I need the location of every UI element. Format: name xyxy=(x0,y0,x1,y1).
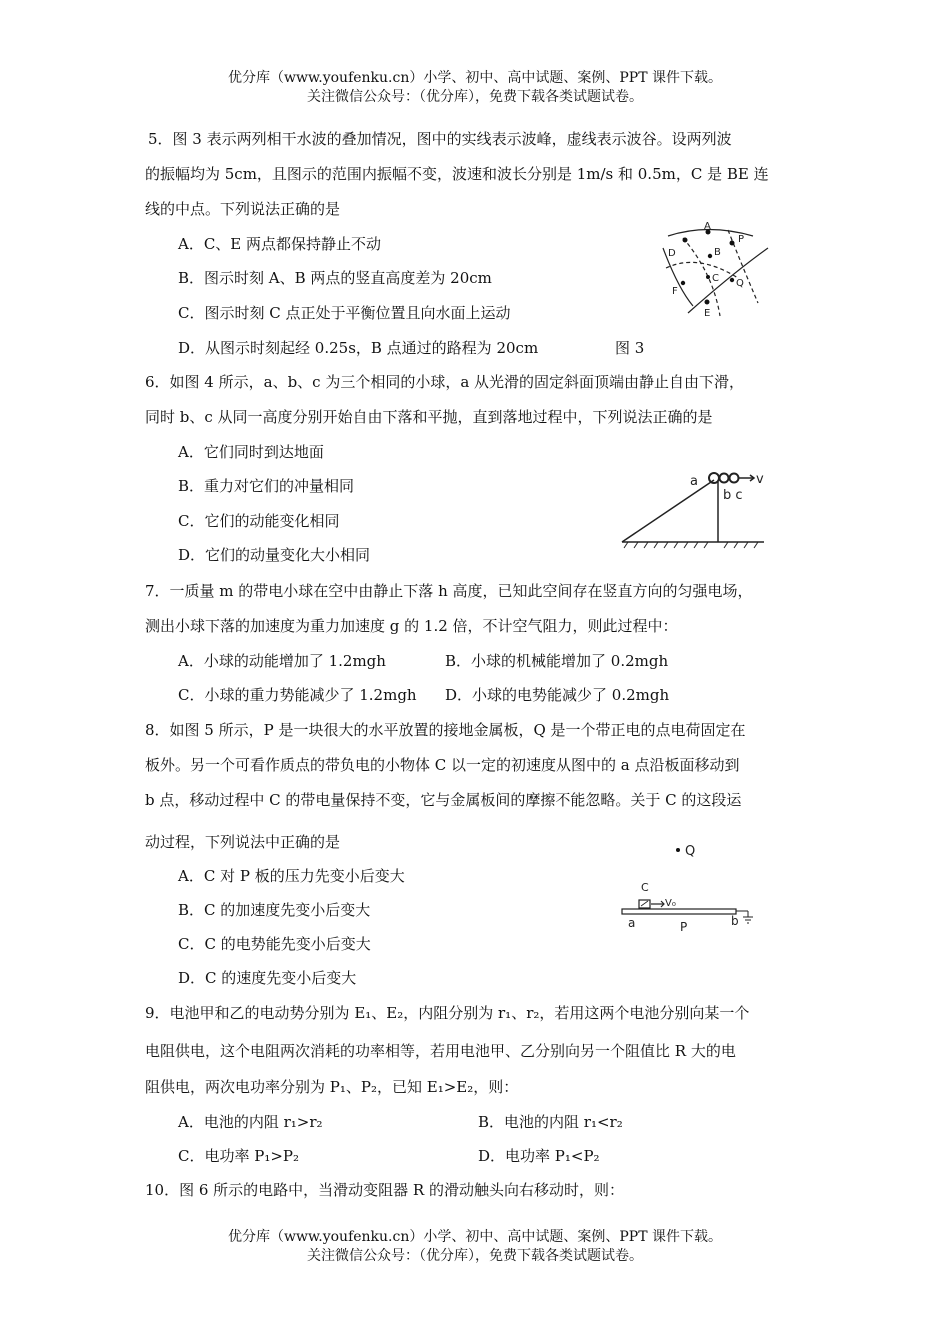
label-q: Q xyxy=(736,278,744,289)
label-bc: b c xyxy=(723,488,743,503)
incline-line xyxy=(622,480,714,542)
q8-stem-line-4: 动过程，下列说法中正确的是 xyxy=(145,833,341,851)
q9-option-a: A．电池的内阻 r₁>r₂ xyxy=(178,1113,323,1131)
label-p: P xyxy=(738,234,745,245)
q9-stem-line-3: 阻供电，两次电功率分别为 P₁、P₂，已知 E₁>E₂，则： xyxy=(145,1078,519,1096)
label-b: B xyxy=(714,247,721,258)
label-q: Q xyxy=(685,844,696,859)
q7-stem-line-1: 7．一质量 m 的带电小球在空中由静止下落 h 高度，已知此空间存在竖直方向的匀强电场， xyxy=(145,582,753,600)
q7-option-c: C．小球的重力势能减少了 1.2mgh xyxy=(178,686,417,704)
q5-option-b: B．图示时刻 A、B 两点的竖直高度差为 20cm xyxy=(178,269,492,287)
q9-option-d: D．电功率 P₁<P₂ xyxy=(478,1147,600,1165)
label-b: b xyxy=(731,914,739,928)
q8-option-c: C．C 的电势能先变小后变大 xyxy=(178,935,371,953)
q5-stem-line-2: 的振幅均为 5cm，且图示的范围内振幅不变，波速和波长分别是 1m/s 和 0.5m，C 是 BE 连 xyxy=(145,165,769,183)
header-line-1: 优分库（www.youfenku.cn）小学、初中、高中试题、案例、PPT 课件下载。 xyxy=(227,70,722,86)
label-p: P xyxy=(680,920,688,934)
label-a: a xyxy=(628,916,636,930)
q6-stem-line-2: 同时 b、c 从同一高度分别开始自由下落和平抛，直到落地过程中，下列说法正确的是 xyxy=(145,408,713,426)
point-q-dot xyxy=(730,278,734,282)
ball-a xyxy=(709,473,719,483)
q8-stem-line-3: b 点，移动过程中 C 的带电量保持不变，它与金属板间的摩擦不能忽略。关于 C 的这段运 xyxy=(145,791,742,809)
ball-c xyxy=(730,474,739,483)
figure-5-plate-diagram xyxy=(618,838,768,934)
label-a: A xyxy=(704,221,711,232)
point-c-dot xyxy=(706,275,710,279)
label-v: v xyxy=(756,472,764,487)
q6-option-a: A．它们同时到达地面 xyxy=(178,443,324,461)
label-c: C xyxy=(641,881,649,894)
q8-option-b: B．C 的加速度先变小后变大 xyxy=(178,901,371,919)
label-a: a xyxy=(690,474,698,489)
q10-stem-line-1: 10．图 6 所示的电路中，当滑动变阻器 R 的滑动触头向右移动时，则： xyxy=(145,1181,624,1199)
figure-3-caption: 图 3 xyxy=(615,339,645,357)
q7-stem-line-2: 测出小球下落的加速度为重力加速度 g 的 1.2 倍，不计空气阻力，则此过程中： xyxy=(145,617,678,635)
q5-option-c: C．图示时刻 C 点正处于平衡位置且向水面上运动 xyxy=(178,304,511,322)
q9-stem-line-2: 电阻供电，这个电阻两次消耗的功率相等，若用电池甲、乙分别向另一个阻值比 R 大的电 xyxy=(145,1042,736,1060)
q5-option-a: A．C、E 两点都保持静止不动 xyxy=(178,235,382,253)
q5-stem-line-3: 线的中点。下列说法正确的是 xyxy=(145,200,341,218)
object-c xyxy=(639,900,650,908)
point-f-dot xyxy=(681,281,685,285)
ball-b xyxy=(720,474,729,483)
q5-stem-line-1: 5．图 3 表示两列相干水波的叠加情况，图中的实线表示波峰，虚线表示波谷。设两列波 xyxy=(148,130,732,148)
q6-option-b: B．重力对它们的冲量相同 xyxy=(178,477,355,495)
q7-option-a: A．小球的动能增加了 1.2mgh xyxy=(178,652,386,670)
figure-4-incline-diagram xyxy=(618,466,768,550)
q8-option-d: D．C 的速度先变小后变大 xyxy=(178,969,357,987)
point-e-dot xyxy=(705,300,710,305)
q9-stem-line-1: 9．电池甲和乙的电动势分别为 E₁、E₂，内阻分别为 r₁、r₂，若用这两个电池分别向某一个 xyxy=(145,1004,750,1022)
metal-plate-p xyxy=(622,909,736,914)
label-v0: V₀ xyxy=(665,898,676,909)
q9-option-b: B．电池的内阻 r₁<r₂ xyxy=(478,1113,623,1131)
point-d-dot xyxy=(683,238,688,243)
point-p-dot xyxy=(730,241,735,246)
label-c: C xyxy=(712,273,719,284)
header-line-2: 关注微信公众号：（优分库），免费下载各类试题试卷。 xyxy=(307,89,643,105)
q9-option-c: C．电功率 P₁>P₂ xyxy=(178,1147,300,1165)
figure-3-wave-diagram xyxy=(648,218,778,320)
label-d: D xyxy=(668,248,676,259)
charge-q-dot xyxy=(676,848,680,852)
q7-option-b: B．小球的机械能增加了 0.2mgh xyxy=(445,652,669,670)
label-e: E xyxy=(704,308,711,319)
q8-stem-line-1: 8．如图 5 所示，P 是一块很大的水平放置的接地金属板，Q 是一个带正电的点电荷固定在 xyxy=(145,721,746,739)
q8-stem-line-2: 板外。另一个可看作质点的带负电的小物体 C 以一定的初速度从图中的 a 点沿板面移动到 xyxy=(145,756,740,774)
q6-option-c: C．它们的动能变化相同 xyxy=(178,512,340,530)
footer-line-1: 优分库（www.youfenku.cn）小学、初中、高中试题、案例、PPT 课件下载。 xyxy=(227,1229,722,1245)
q6-stem-line-1: 6．如图 4 所示，a、b、c 为三个相同的小球，a 从光滑的固定斜面顶端由静止自由下滑， xyxy=(145,373,745,391)
q7-option-d: D．小球的电势能减少了 0.2mgh xyxy=(445,686,670,704)
q8-option-a: A．C 对 P 板的压力先变小后变大 xyxy=(178,867,405,885)
footer-line-2: 关注微信公众号：（优分库），免费下载各类试题试卷。 xyxy=(307,1248,643,1264)
q5-option-d: D．从图示时刻起经 0.25s，B 点通过的路程为 20cm xyxy=(178,339,539,357)
q6-option-d: D．它们的动量变化大小相同 xyxy=(178,546,371,564)
point-b-dot xyxy=(708,254,712,258)
label-f: F xyxy=(672,286,678,297)
